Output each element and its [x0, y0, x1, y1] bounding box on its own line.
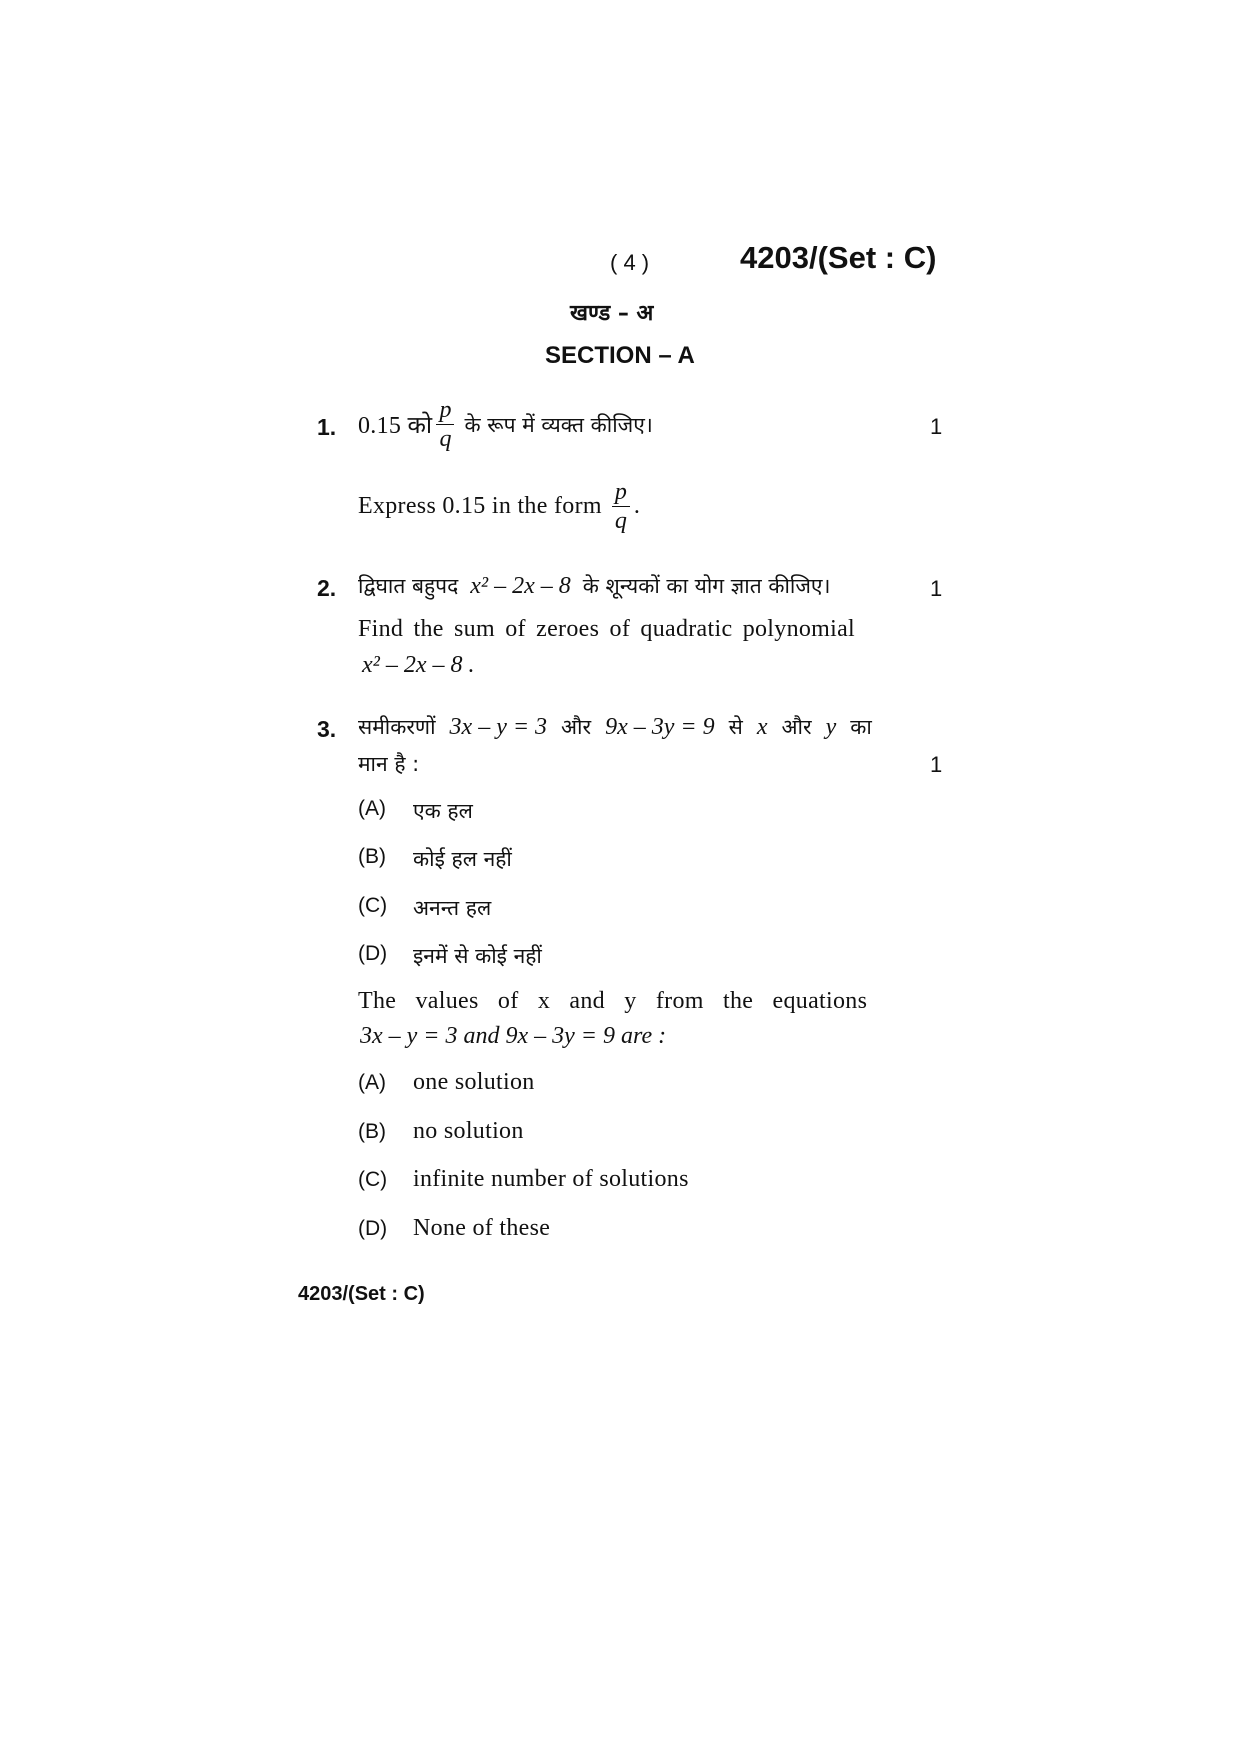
option-letter: (C): [358, 894, 388, 917]
q2-hi-part1: द्विघात बहुपद: [358, 574, 459, 598]
question-3-number: 3.: [317, 716, 337, 742]
question-2-hindi: [358, 572, 831, 600]
q3-hi-option-b: [358, 845, 512, 871]
question-3-english-line2: 3x – y = 3 and 9x – 3y = 9 are :: [360, 1023, 667, 1049]
q3-hi-w1: समीकरणों: [358, 715, 436, 739]
q3-hi-eq2: 9x – 3y = 9: [605, 714, 715, 740]
section-title-english: SECTION – A: [545, 342, 695, 369]
option-text: infinite number of solutions: [413, 1166, 689, 1192]
option-text: no solution: [413, 1118, 524, 1144]
option-letter: (D): [358, 942, 388, 965]
option-letter: (D): [358, 1217, 388, 1240]
q1-en-frac-den: q: [614, 508, 627, 534]
q3-hi-w2: और: [561, 715, 592, 739]
q1-en-fraction: [612, 480, 630, 533]
option-text: None of these: [413, 1215, 551, 1241]
q3-hi-option-c: [358, 894, 492, 920]
q1-en-frac-num: p: [612, 480, 630, 507]
q3-hi-w4: और: [781, 715, 812, 739]
question-2-marks: 1: [930, 576, 943, 601]
option-letter: (A): [358, 1071, 386, 1094]
question-3-hindi-line1: [358, 713, 872, 741]
question-2-number: 2.: [317, 575, 337, 601]
option-text: इनमें से कोई नहीं: [413, 944, 542, 968]
q3-en-option-d: [358, 1215, 551, 1241]
q1-hi-fraction: [436, 398, 454, 451]
option-text: अनन्त हल: [413, 896, 492, 920]
option-text: एक हल: [413, 799, 473, 823]
q3-hi-eq1: 3x – y = 3: [449, 714, 548, 740]
q2-hi-expression: x² – 2x – 8: [470, 573, 571, 599]
q1-hi-part1: 0.15 को: [358, 413, 433, 439]
paper-code-footer: 4203/(Set : C): [298, 1283, 425, 1305]
q3-hi-w3: से: [728, 715, 743, 739]
q1-hi-part2: के रूप में व्यक्त कीजिए।: [464, 412, 653, 437]
q3-en-option-b: [358, 1118, 524, 1144]
q3-hi-option-d: [358, 942, 542, 968]
q3-hi-v1: x: [756, 714, 768, 740]
question-2-english-line1: Find the sum of zeroes of quadratic polynomial: [358, 616, 856, 642]
option-letter: (B): [358, 1120, 386, 1143]
q3-hi-w5: का: [850, 715, 872, 739]
option-letter: (A): [358, 797, 386, 820]
q3-hi-option-a: [358, 797, 473, 823]
paper-code-header: 4203/(Set : C): [740, 240, 937, 275]
q3-en-option-c: [358, 1166, 689, 1192]
q3-en-option-a: [358, 1069, 535, 1095]
section-title-hindi: खण्ड – अ: [570, 301, 654, 326]
q2-hi-part2: के शून्यकों का योग ज्ञात कीजिए।: [582, 574, 831, 598]
q1-hi-frac-num: p: [436, 398, 454, 425]
question-1-number: 1.: [317, 414, 337, 440]
option-letter: (C): [358, 1168, 388, 1191]
option-text: one solution: [413, 1069, 535, 1095]
question-1-english: [358, 480, 640, 533]
question-2-english-line2: x² – 2x – 8 .: [362, 652, 475, 678]
q1-en-part2: .: [633, 493, 641, 519]
question-3-english-line1: The values of x and y from the equations: [358, 988, 868, 1014]
q1-hi-frac-den: q: [439, 426, 452, 452]
question-1-hindi: [358, 398, 653, 451]
question-3-hindi-line2: मान है :: [358, 752, 420, 776]
question-1-marks: 1: [930, 414, 943, 439]
q3-hi-v2: y: [825, 714, 837, 740]
page-number: ( 4 ): [610, 250, 650, 275]
q1-en-part1: Express 0.15 in the form: [358, 493, 602, 519]
option-letter: (B): [358, 845, 386, 868]
question-3-marks: 1: [930, 752, 943, 777]
option-text: कोई हल नहीं: [413, 847, 512, 871]
